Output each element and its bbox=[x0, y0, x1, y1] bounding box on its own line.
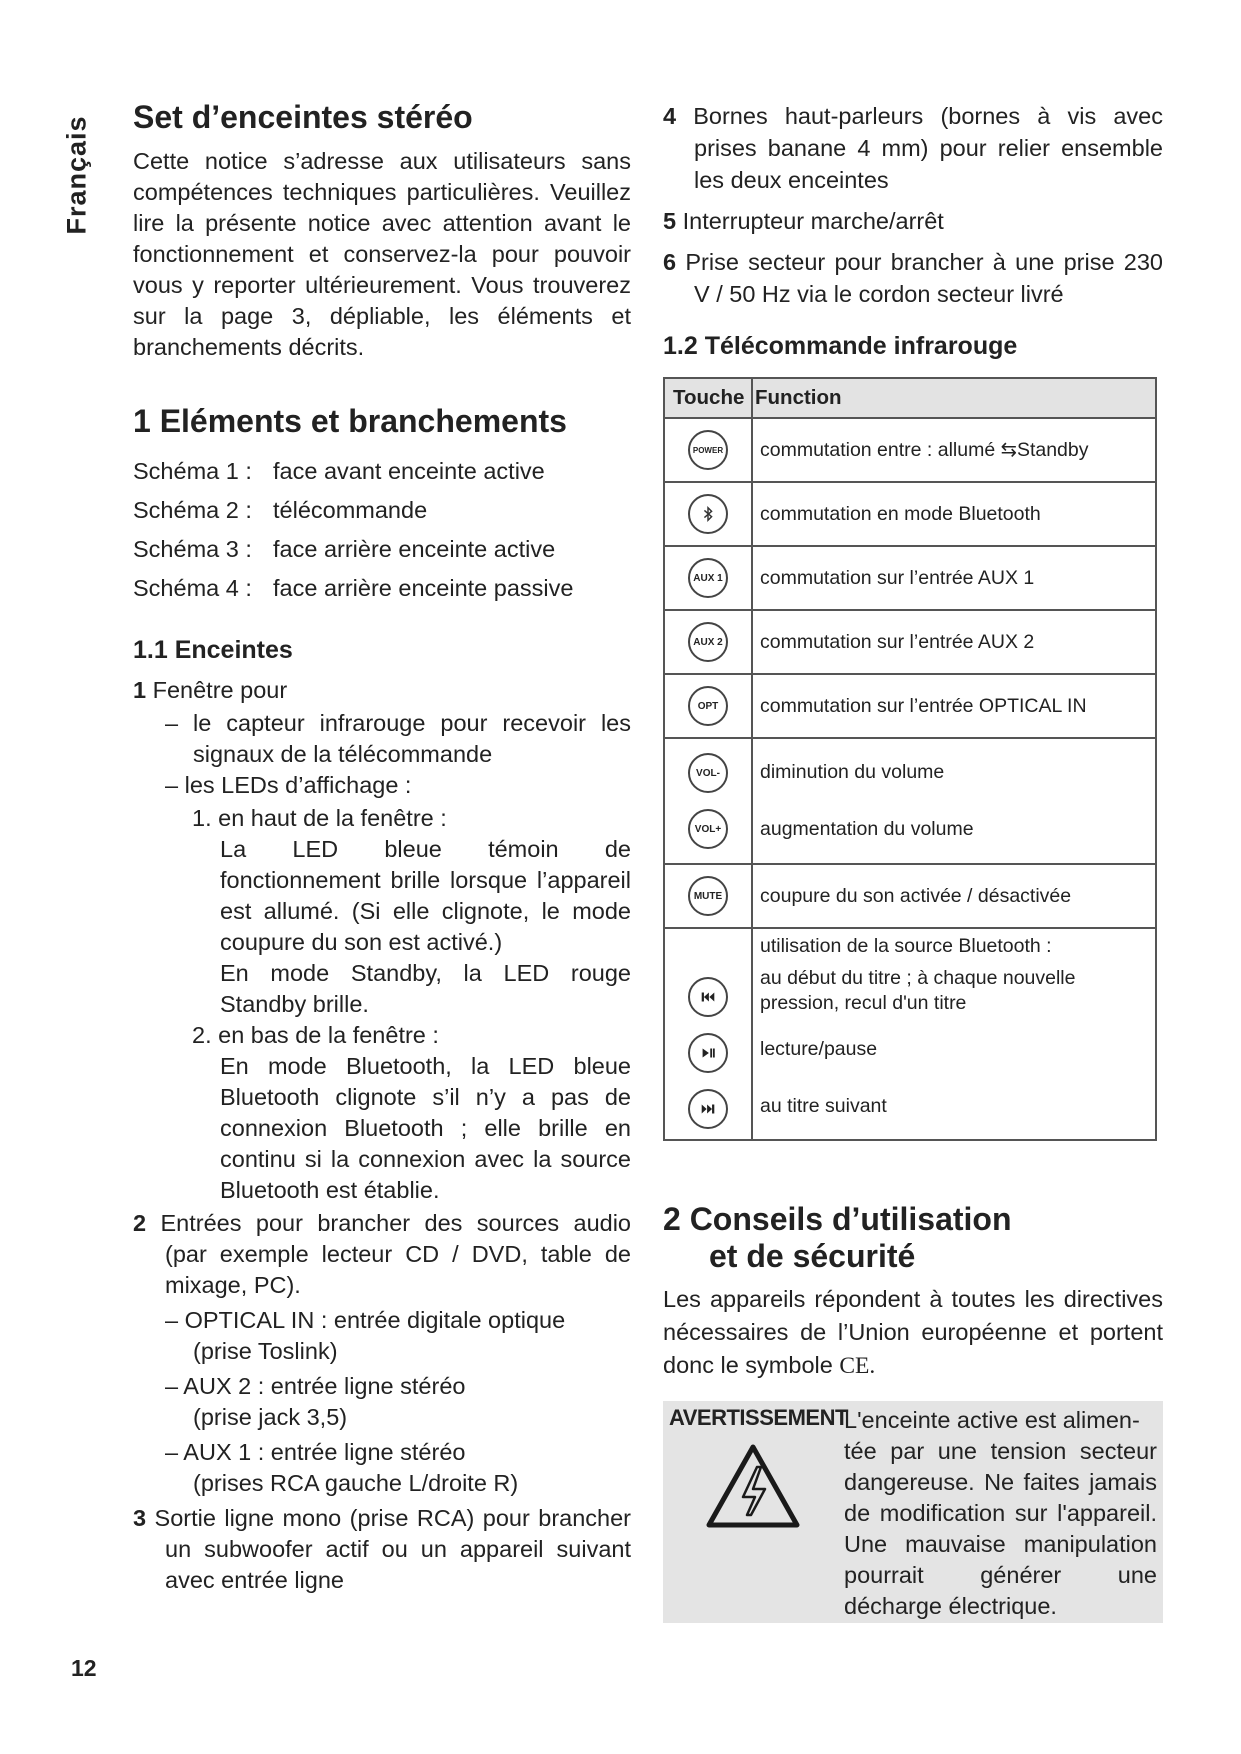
page-number: 12 bbox=[71, 1655, 97, 1681]
col-function: Function bbox=[752, 378, 1156, 418]
input-aux1: – AUX 1 : entrée ligne stéréo (prises RCA gauche L/droite R) bbox=[165, 1439, 519, 1497]
power-button-icon: POWER bbox=[688, 430, 728, 470]
warning-label: AVERTISSEMENT bbox=[669, 1404, 848, 1430]
table-row bbox=[664, 546, 1156, 610]
vol-plus-button-icon: VOL+ bbox=[688, 809, 728, 849]
left-column bbox=[133, 98, 631, 1596]
schema-row: Schéma 1 : face avant enceinte active bbox=[133, 458, 545, 485]
item-4: 4 Bornes haut-parleurs (bornes à vis avec prises banane 4 mm) pour relier ensemble les deux enceintes bbox=[663, 103, 1163, 193]
function-cell: coupure du son activée / désactivée bbox=[752, 864, 1156, 928]
language-tab bbox=[52, 100, 102, 250]
table-row bbox=[664, 418, 1156, 482]
section1-title: 1 Eléments et branchements bbox=[133, 403, 567, 440]
function-cell: commutation sur l’entrée AUX 2 bbox=[752, 610, 1156, 674]
section12-title: 1.2 Télécommande infrarouge bbox=[663, 332, 1018, 360]
schema-list bbox=[133, 452, 631, 608]
schema-row: Schéma 2 : télécommande bbox=[133, 497, 428, 524]
table-header-row bbox=[664, 378, 1156, 418]
aux2-button-icon: AUX 2 bbox=[688, 622, 728, 662]
bluetooth-icon bbox=[688, 494, 728, 534]
warning-first-line: L'enceinte active est alimen- bbox=[844, 1406, 1140, 1433]
table-row bbox=[664, 864, 1156, 928]
table-row bbox=[664, 610, 1156, 674]
previous-track-icon bbox=[688, 977, 728, 1017]
mute-button-icon: MUTE bbox=[688, 876, 728, 916]
table-row bbox=[664, 738, 1156, 864]
vol-minus-button-icon: VOL- bbox=[688, 753, 728, 793]
function-cell: utilisation de la source Bluetooth : au début du titre ; à chaque nouvelle pression, recul d'un titre lecture/pause au titre suivant bbox=[752, 928, 1156, 1140]
table-row bbox=[664, 928, 1156, 1140]
next-track-icon bbox=[688, 1089, 728, 1129]
function-cell: commutation sur l’entrée AUX 1 bbox=[752, 546, 1156, 610]
item-2: 2 Entrées pour brancher des sources audio (par exemple lecteur CD / DVD, table de mixage, PC). – OPTICAL IN : entrée digitale optique (prise Toslink) – AUX 2 : entrée ligne stéréo (prise jack 3,5) – AUX 1 : entrée ligne stéréo (prises RCA gauche L/droite R) bbox=[133, 1208, 631, 1499]
schema-row: Schéma 4 : face arrière enceinte passive bbox=[133, 575, 574, 602]
opt-button-icon: OPT bbox=[688, 686, 728, 726]
section11-title: 1.1 Enceintes bbox=[133, 636, 293, 665]
function-cell: diminution du volume augmentation du volume bbox=[752, 738, 1156, 864]
table-row bbox=[664, 674, 1156, 738]
warning-box bbox=[663, 1401, 1163, 1623]
col-touche: Touche bbox=[664, 378, 752, 418]
intro-text: Cette notice s’adresse aux utilisateurs sans compétences techniques particulières. Veuillez lire la présente notice avec attention avant le fonctionnement et conservez-la pour pouvoir vous y reporter ultérieurement. Vous trouverez sur la page 3, dépliable, les éléments et branchements décrits. bbox=[133, 148, 631, 361]
language-label: Français bbox=[61, 115, 92, 235]
schema-row: Schéma 3 : face arrière enceinte active bbox=[133, 536, 556, 563]
aux1-button-icon: AUX 1 bbox=[688, 558, 728, 598]
section2-title: 2 Conseils d’utilisation et de sécurité bbox=[663, 1201, 1012, 1274]
high-voltage-warning-icon bbox=[705, 1443, 801, 1529]
play-pause-icon bbox=[688, 1033, 728, 1073]
item-5: 5 Interrupteur marche/arrêt bbox=[663, 208, 944, 234]
function-cell: commutation entre : allumé ⇆Standby bbox=[752, 418, 1156, 482]
item-1: 1 Fenêtre pour – le capteur infrarouge pour recevoir les signaux de la télécommande – les LEDs d’affichage : 1. en haut de la fenêtre : La LED bleue témoin de fonctionnement brille lorsque l’appareil est allumé. (Si elle clignote, le mode coupure du son est activé.) En mode Standby, la LED rouge Standby brille. 2. en bas de la fenêtre : En mode Bluetooth, la LED bleue Bluetooth clignote s’il n’y a pas de connexion Bluetooth ; elle brille en continu si la connexion avec la source Bluetooth est établie. bbox=[133, 677, 631, 1204]
function-cell: commutation sur l’entrée OPTICAL IN bbox=[752, 674, 1156, 738]
intro-title: Set d’enceintes stéréo bbox=[133, 99, 473, 135]
item-6: 6 Prise secteur pour brancher à une prise 230 V / 50 Hz via le cordon secteur livré bbox=[663, 249, 1163, 307]
section2-text: Les appareils répondent à toutes les directives nécessaires de l’Union européenne et portent donc le symbole CE. bbox=[663, 1285, 1163, 1379]
function-cell: commutation en mode Bluetooth bbox=[752, 482, 1156, 546]
ce-mark: CE. bbox=[839, 1352, 876, 1379]
remote-table bbox=[663, 377, 1157, 1141]
right-column bbox=[663, 100, 1163, 1623]
table-row bbox=[664, 482, 1156, 546]
item-3: 3 Sortie ligne mono (prise RCA) pour brancher un subwoofer actif ou un appareil suivant avec entrée ligne bbox=[133, 1505, 631, 1594]
input-optical: – OPTICAL IN : entrée digitale optique (prise Toslink) bbox=[165, 1307, 566, 1365]
input-aux2: – AUX 2 : entrée ligne stéréo (prise jack 3,5) bbox=[165, 1373, 466, 1431]
warning-text: tée par une tension secteur dangereuse. Ne faites jamais de modification sur l'appareil. Une mauvaise manipulation pourrait générer une décharge électrique. bbox=[844, 1437, 1157, 1619]
